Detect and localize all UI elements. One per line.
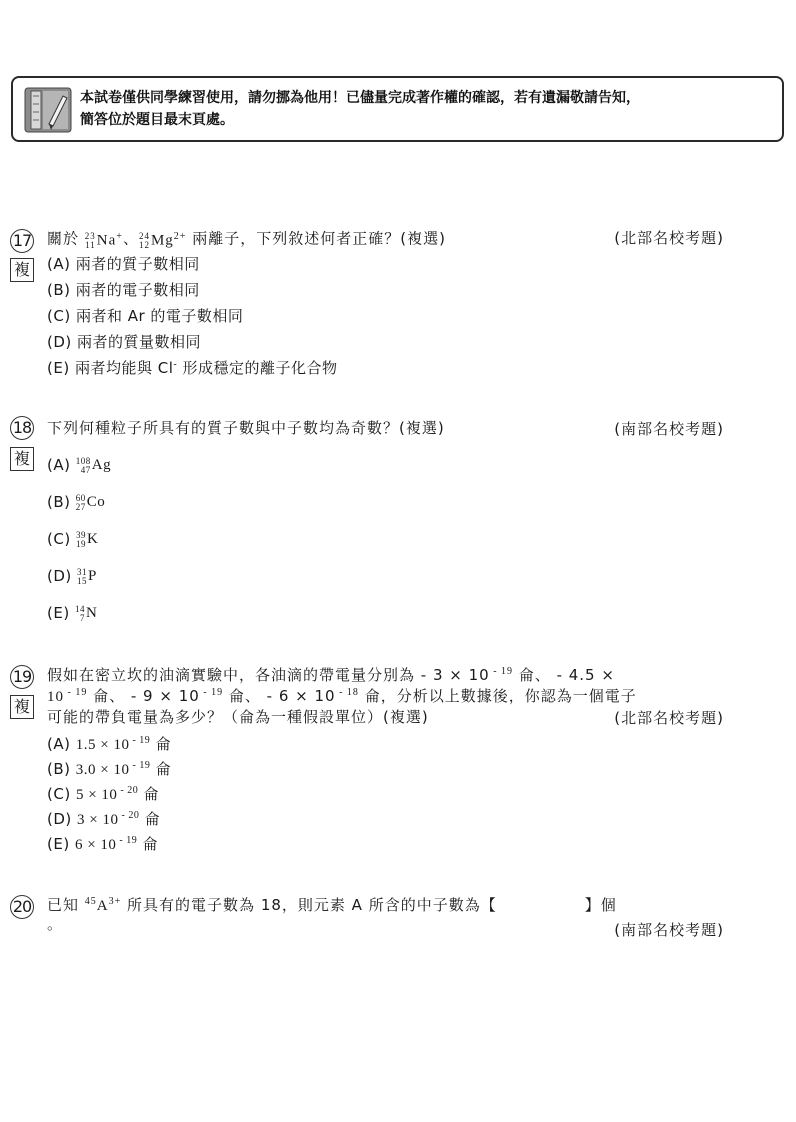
separator: 、: [122, 229, 139, 248]
nuclide-symbol: K: [86, 531, 99, 548]
stem-text: 侖，分析以上數據後，你認為一個電子: [358, 687, 637, 705]
notebook-pen-icon: [23, 86, 73, 134]
question-stem: [47, 227, 446, 251]
nuclide-symbol: Na: [96, 232, 117, 249]
question-number: 18: [10, 416, 34, 440]
ion-charge: 3+: [108, 896, 122, 907]
nuclide-symbol: Mg: [150, 232, 174, 249]
stem-text-end: 】個: [584, 896, 617, 914]
stem-text: 侖、 - 4.5 ×: [513, 666, 615, 684]
nuclide-mass: 45: [84, 896, 97, 907]
option-label: (A): [47, 456, 71, 474]
option-label: (E): [47, 835, 75, 853]
nuclide-symbol: N: [85, 605, 98, 622]
stem-text: 已知: [47, 896, 80, 914]
nuclide-mass: 14: [74, 603, 85, 614]
stem-text: 侖、 - 9 × 10: [87, 687, 200, 705]
option-value: 3 × 10: [77, 812, 119, 828]
option-label: (B): [47, 760, 76, 778]
nuclide-symbol: P: [88, 568, 97, 585]
notice-text: [80, 87, 776, 131]
option-label: (A): [47, 735, 76, 753]
question-stem-line-1: [47, 662, 615, 685]
unit: 侖: [150, 760, 172, 778]
option-label: (B): [47, 493, 71, 511]
option-d: (D) 兩者的質量數相同: [47, 333, 202, 351]
question-source: (北部名校考題): [614, 709, 724, 727]
exponent: - 19: [489, 666, 514, 677]
exponent: - 20: [117, 785, 139, 796]
option-a: (A) 兩者的質子數相同: [47, 255, 200, 273]
nuclide-mass: 39: [75, 529, 86, 540]
option-e: [47, 357, 338, 378]
unit: 侖: [150, 735, 172, 753]
nuclide-z: 12: [138, 239, 150, 250]
multi-choice-tag: 複: [10, 258, 34, 282]
option-e: [47, 604, 97, 623]
nuclide-z: 27: [75, 501, 86, 512]
option-label: (D): [47, 810, 78, 828]
stem-text: 假如在密立坎的油滴實驗中，各油滴的帶電量分別為 - 3 × 10: [47, 666, 490, 684]
option-label: (E): [47, 604, 70, 622]
ion-charge: 2+: [173, 231, 187, 242]
question-stem: 下列何種粒子所具有的質子數與中子數均為奇數？(複選): [47, 419, 445, 437]
nuclide-mass: 31: [77, 566, 88, 577]
question-stem-line-2: [47, 683, 637, 707]
nuclide: [75, 604, 97, 623]
nuclide-mass: 108: [75, 455, 91, 466]
question-source: (南部名校考題): [614, 420, 724, 438]
question-period: 。: [47, 915, 63, 933]
nuclide-z: 47: [80, 464, 91, 475]
nuclide-z: 15: [77, 575, 88, 586]
question-source: (北部名校考題): [614, 229, 724, 247]
question-number: 17: [10, 229, 34, 253]
option-value: 1.5 × 10: [75, 737, 130, 753]
nuclide-mass: 23: [84, 230, 96, 241]
chloride-charge: -: [173, 359, 178, 370]
nuclide: [77, 567, 97, 586]
option-b: [47, 758, 171, 779]
nuclide-symbol: Co: [86, 494, 106, 511]
unit: 侖: [139, 810, 161, 828]
option-value: 5 × 10: [75, 787, 118, 803]
notice-line-1: 本試卷僅供同學練習使用，請勿挪為他用！已儘量完成著作權的確認，若有遺漏敬請告知，: [80, 90, 640, 106]
stem-pre: 關於: [47, 229, 80, 248]
multi-choice-tag: 複: [10, 447, 34, 471]
option-label: (C): [47, 530, 71, 548]
option-e: [47, 833, 158, 854]
stem-text: 侖、 - 6 × 10: [223, 687, 336, 705]
stem-text: 所具有的電子數為 18，則元素 A 所含的中子數為【: [121, 896, 497, 914]
unit: 侖: [138, 785, 160, 803]
question-stem-line-3: 可能的帶負電量為多少？（侖為一種假設單位）(複選): [47, 708, 429, 726]
nuclide-symbol: Ag: [91, 457, 112, 474]
option-d: [47, 567, 97, 586]
exponent: - 19: [129, 760, 151, 771]
option-b: (B) 兩者的電子數相同: [47, 281, 200, 299]
option-b: [47, 493, 105, 512]
option-value: 3.0 × 10: [75, 762, 130, 778]
option-e-text-end: 形成穩定的離子化合物: [177, 359, 338, 377]
option-label: (C): [47, 785, 76, 803]
stem-text: 10: [47, 689, 64, 705]
stem-post: 兩離子，下列敘述何者正確？(複選): [192, 229, 446, 248]
question-number: 20: [10, 895, 34, 919]
option-value: 6 × 10: [74, 837, 117, 853]
option-e-text: (E) 兩者均能與 Cl: [47, 359, 174, 377]
nuclide-z: 19: [75, 538, 86, 549]
notice-line-2: 簡答位於題目最末頁處。: [80, 112, 234, 128]
nuclide-mass: 24: [138, 230, 150, 241]
option-c: (C) 兩者和 Ar 的電子數相同: [47, 307, 244, 325]
exponent: - 19: [129, 735, 151, 746]
question-stem: [47, 892, 617, 916]
nuclide-z: 11: [85, 239, 96, 250]
nuclide-symbol: A: [96, 898, 109, 914]
exponent: - 20: [118, 810, 140, 821]
option-c: [47, 783, 159, 804]
nuclide-na: [85, 227, 123, 251]
ion-charge: +: [116, 231, 123, 242]
nuclide-mass: 60: [75, 492, 86, 503]
multi-choice-tag: 複: [10, 695, 34, 719]
copyright-notice-box: [11, 76, 784, 142]
option-label: (D): [47, 567, 72, 585]
question-number: 19: [10, 665, 34, 689]
option-a: [47, 456, 111, 475]
option-d: [47, 808, 160, 829]
exponent: - 19: [116, 835, 138, 846]
exponent: - 19: [199, 687, 224, 698]
question-source: (南部名校考題): [614, 921, 724, 939]
exponent: - 18: [335, 687, 359, 698]
unit: 侖: [137, 835, 159, 853]
option-a: [47, 733, 171, 754]
nuclide: [76, 493, 106, 512]
nuclide-z: 7: [79, 612, 85, 623]
exponent: - 19: [64, 687, 88, 698]
nuclide-mg: [139, 227, 186, 251]
nuclide: [76, 530, 98, 549]
option-c: [47, 530, 98, 549]
nuclide: [76, 456, 111, 475]
